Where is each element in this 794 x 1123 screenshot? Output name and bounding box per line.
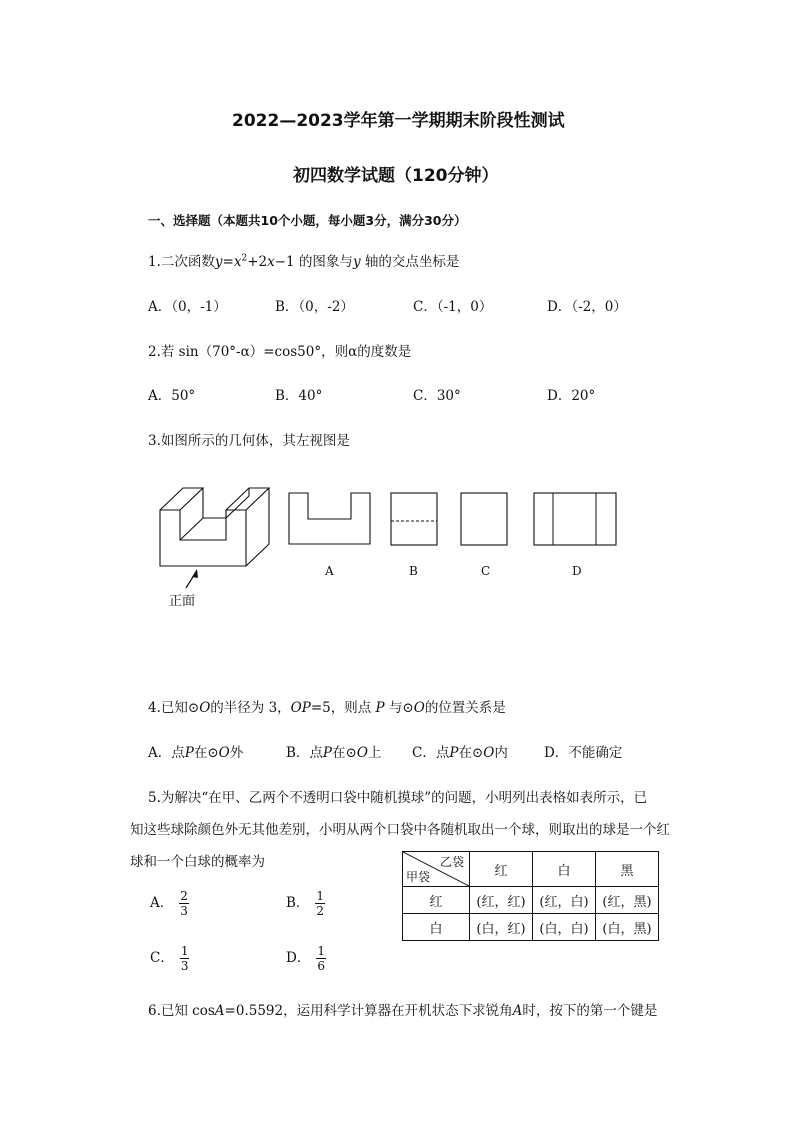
- question-4-option-a: A．点P在⊙O外: [148, 745, 244, 761]
- table-cell: (白，红): [470, 914, 533, 941]
- question-1-option-a: A．（0，-1）: [148, 299, 227, 315]
- arrow-head-icon: [192, 569, 198, 578]
- view-option-a-label: A: [325, 564, 334, 578]
- table-header-cell: 白: [533, 852, 596, 887]
- table-cell: (白，黑): [596, 914, 659, 941]
- exam-title: 2022—2023学年第一学期期末阶段性测试: [232, 111, 565, 131]
- table-corner-top: 乙袋: [439, 855, 464, 869]
- question-5-option-c: C． $\frac{1}{3}$: [150, 944, 189, 973]
- table-header-cell: 黑: [596, 852, 659, 887]
- table-row: [403, 914, 659, 941]
- question-2-option-d: D．20°: [547, 388, 596, 404]
- question-2-option-c: C．30°: [413, 388, 461, 404]
- view-option-d-label: D: [572, 564, 582, 578]
- table-row: [403, 887, 659, 914]
- question-5-line-2: 知这些球除颜色外无其他差别，小明从两个口袋中各随机取出一个球，则取出的球是一个红: [130, 822, 670, 838]
- front-label: 正面: [169, 594, 196, 609]
- question-1-option-d: D．（-2，0）: [547, 299, 627, 315]
- table-cell: (白，白): [533, 914, 596, 941]
- question-2-option-b: B．40°: [275, 388, 323, 404]
- solid-u-shape-figure: [150, 478, 275, 608]
- question-5-option-b: B． $\frac{1}{2}$: [286, 889, 325, 918]
- table-corner-cell: [403, 852, 470, 887]
- question-5-line-3: 球和一个白球的概率为: [130, 854, 265, 870]
- fraction: $\frac{1}{3}$: [180, 944, 189, 973]
- view-option-c-label: C: [481, 564, 491, 578]
- question-5-option-d: D． $\frac{1}{6}$: [286, 944, 325, 973]
- question-1-option-c: C．（-1，0）: [413, 299, 493, 315]
- question-2-stem: 2.若 sin（70°-α）=cos50°，则α的度数是: [148, 344, 412, 360]
- view-option-c-figure: [460, 492, 508, 546]
- fraction: $\frac{1}{6}$: [317, 944, 325, 973]
- question-4-option-d: D．不能确定: [544, 745, 623, 761]
- view-option-b-label: B: [409, 564, 418, 578]
- question-4-option-c: C．点P在⊙O内: [412, 745, 508, 761]
- question-3-stem: 3.如图所示的几何体，其左视图是: [148, 433, 350, 449]
- question-6-stem: 6.已知 cosA=0.5592，运用科学计算器在开机状态下求锐角A时，按下的第一个键是: [148, 1003, 658, 1019]
- question-2-option-a: A．50°: [148, 388, 196, 404]
- probability-table: [402, 851, 659, 941]
- question-5-option-a: A． $\frac{2}{3}$: [150, 889, 188, 918]
- table-corner-bottom: 甲袋: [406, 870, 431, 884]
- section-heading: 一、选择题（本题共10个小题，每小题3分，满分30分）: [148, 213, 467, 228]
- view-option-b-figure: [390, 492, 438, 546]
- fraction: $\frac{2}{3}$: [180, 889, 188, 918]
- question-1-stem: 1.二次函数$y=x^2+2x-1$ 的图象与y 轴的交点坐标是: [148, 253, 460, 270]
- view-option-d-figure: [533, 492, 617, 546]
- fraction: $\frac{1}{2}$: [316, 889, 325, 918]
- question-1-option-b: B．（0，-2）: [275, 299, 354, 315]
- table-row-label: 白: [403, 914, 470, 941]
- view-option-a-figure: [288, 492, 372, 546]
- table-cell: (红，红): [470, 887, 533, 914]
- table-cell: (红，黑): [596, 887, 659, 914]
- table-cell: (红，白): [533, 887, 596, 914]
- question-4-option-b: B．点P在⊙O上: [286, 745, 382, 761]
- question-4-stem: 4.已知⊙O的半径为 3，OP=5，则点 P 与⊙O的位置关系是: [148, 700, 506, 716]
- table-row-label: 红: [403, 887, 470, 914]
- question-5-line-1: 5.为解决“在甲、乙两个不透明口袋中随机摸球”的问题，小明列出表格如表所示，已: [148, 790, 648, 806]
- table-header-cell: 红: [470, 852, 533, 887]
- exam-subtitle: 初四数学试题（120分钟）: [293, 166, 499, 186]
